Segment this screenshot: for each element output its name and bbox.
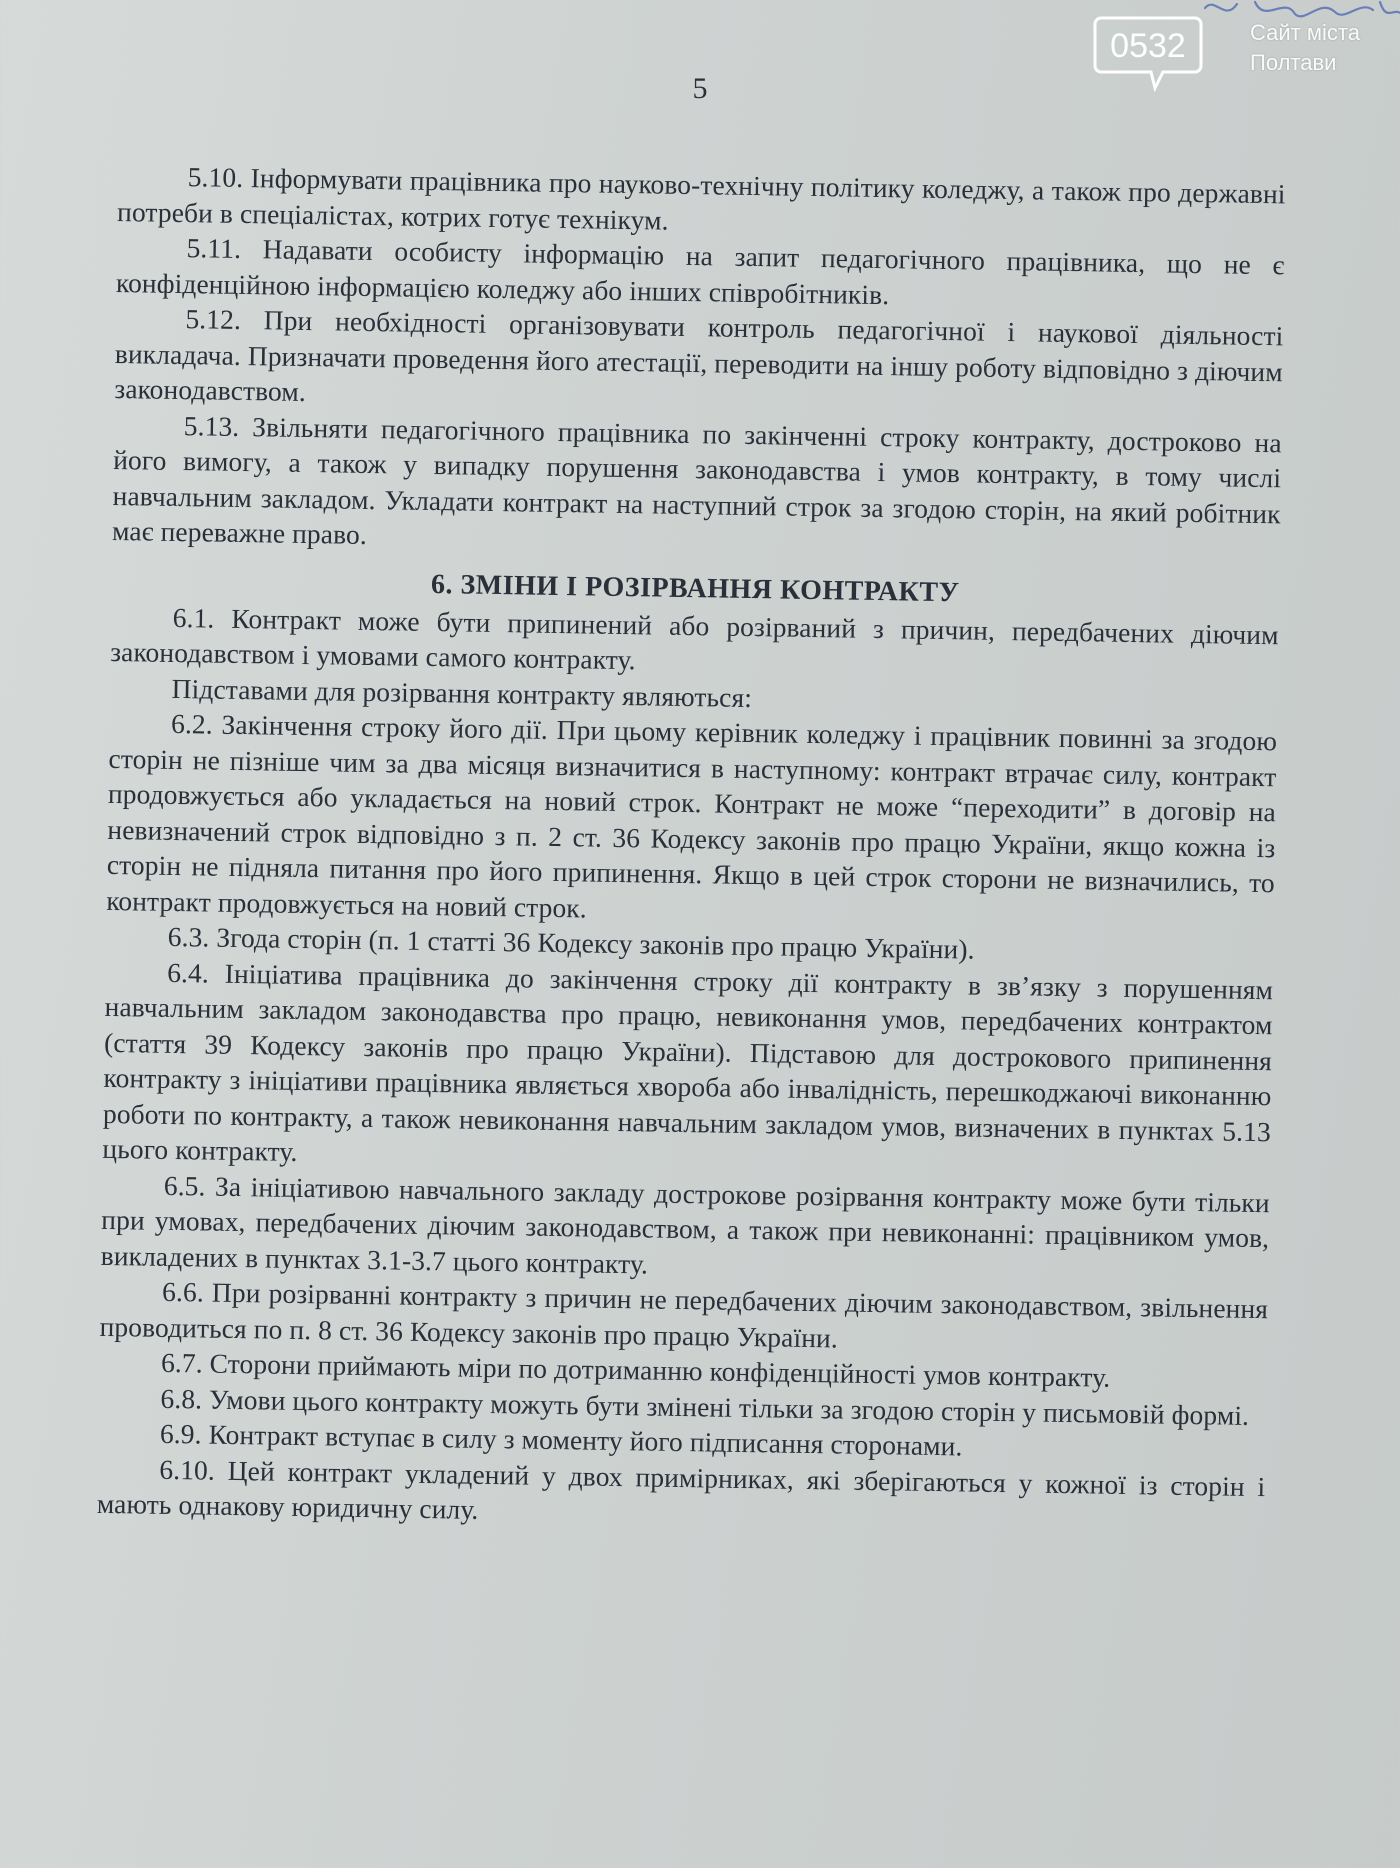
paragraph-6-10: 6.10. Цей контракт укладений у двох примірниках, які зберігаються у кожної із сторін і мають однакову юридичну силу. [96,1453,1266,1525]
logo-code: 0532 [1110,27,1186,65]
paragraph-5-11: 5.11. Надавати особисту інформацію на запит педагогічного працівника, що не є конфіденційною інформацією коледжу або інших співробітників. [115,232,1285,310]
section-6-title: 6. ЗМІНИ І РОЗІРВАННЯ КОНТРАКТУ [430,568,960,608]
site-watermark-text [1250,18,1360,78]
site-logo-icon [1093,14,1203,92]
paragraph-5-13: 5.13. Звільняти педагогічного працівника по закінченні строку контракту, достроково на його вимогу, а також у випадку порушення законодавства і умов контракту, в тому числі навчальним закладом. Укладати контракт на наступний строк за згодою сторін, на який робітник має переважне право. [111,409,1282,550]
paragraph-6-7: 6.7. Сторони приймають міри по дотриманню конфіденційності умов контракту. [160,1346,1111,1393]
paragraph-6-1: 6.1. Контракт може бути припинений або розірваний з причин, передбачених діючим законодавством і умовами самого контракту. [110,601,1279,676]
paragraph-6-6: 6.6. При розірванні контракту з причин не передбачених діючим законодавством, звільнення проводиться по п. 8 ст. 36 Кодексу законів про працю України. [99,1275,1269,1353]
watermark-line1: Сайт міста [1250,20,1360,45]
paragraph-6-9: 6.9. Контракт вступає в силу з моменту його підписання сторонами. [159,1417,963,1462]
page-number: 5 [692,72,708,105]
paragraph-6-8: 6.8. Умови цього контракту можуть бути змінені тільки за згодою сторін у письмовій формі. [160,1382,1250,1431]
paragraph-6-3: 6.3. Згода сторін (п. 1 статті 36 Кодексу законів про працю України). [167,920,975,965]
paragraph-6-4: 6.4. Ініціатива працівника до закінчення строку дії контракту в зв’язку з порушенням навчальним закладом законодавства про працю, невиконання умов, передбачених контрактом (стаття 39 Кодексу законів про працю України). Підставою для дострокового припинення контракту з ініціативи працівника являється хвороба або інвалідність, перешкоджаючі виконанню роботи по контракту, а також невиконання навчальним закладом умов, визначених в пунктах 5.13 цього контракту. [102,956,1274,1167]
paragraph-6-2: 6.2. Закінчення строку його дії. При цьому керівник коледжу і працівник повинні за згодою сторін не пізніше чим за два місяця визначитися в наступному: контракт втрачає силу, контракт продовжується або укладається на новий строк. Контракт не може “переходити” в договір на невизначений строк відповідно з п. 2 ст. 36 Кодексу законів про працю України, якщо кожна із сторін не підняла питання про його припинення. Якщо в цей строк сторони не визначились, то контракт продовжується на новий строк. [106,707,1278,923]
paragraph-5-10: 5.10. Інформувати працівника про науково-технічну політику коледжу, а також про державні потреби в спеціалістах, котрих готує технікум. [116,161,1286,236]
paragraph-5-12: 5.12. При необхідності організовувати контроль педагогічної і наукової діяльності викладача. Призначати проведення його атестації, переводити на іншу роботу відповідно з діючим законодавством. [114,303,1284,407]
document-body [97,158,1286,1540]
paragraph-6-5: 6.5. За ініціативою навчального закладу дострокове розірвання контракту може бути тільки при умовах, передбачених діючим законодавством, а також при невиконанні: працівником умов, викладених в пунктах 3.1-3.7 цього контракту. [100,1169,1270,1279]
paragraph-grounds: Підставами для розірвання контракту являються: [171,672,753,713]
watermark-line2: Полтави [1250,50,1337,75]
